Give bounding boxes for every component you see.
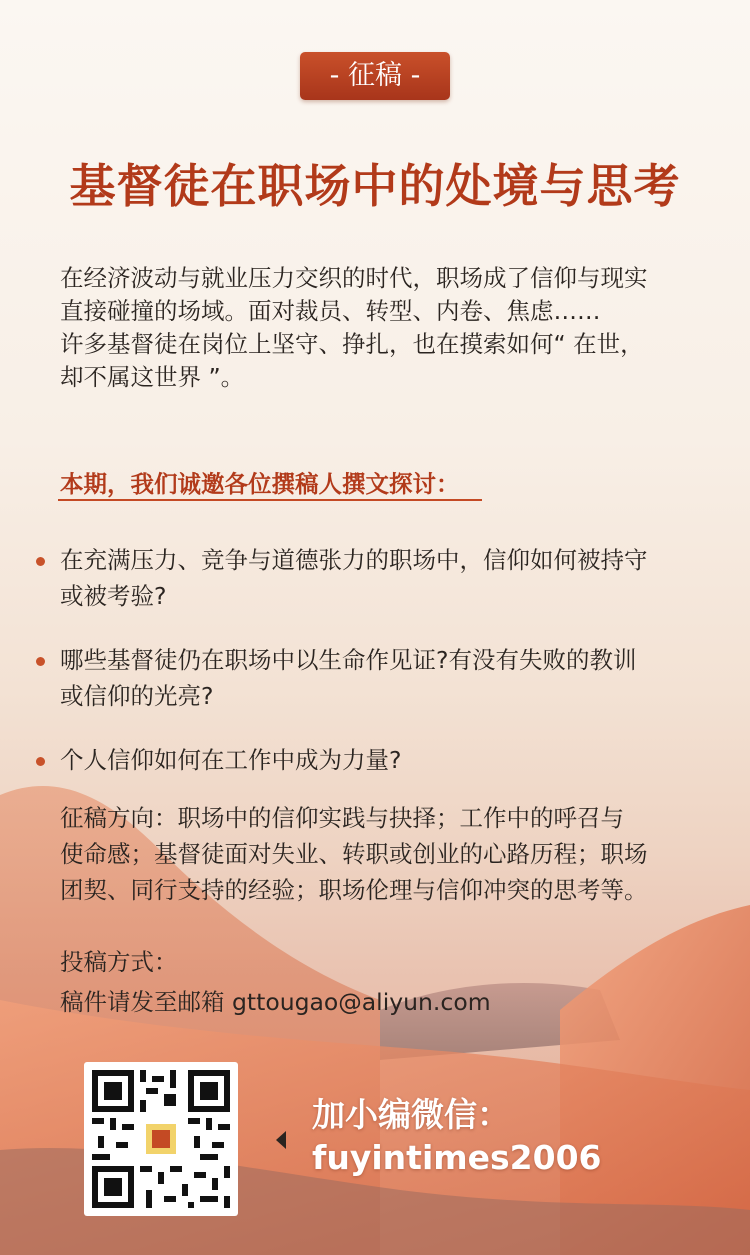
wechat-id[interactable]: fuyintimes2006: [312, 1138, 602, 1177]
direction-line: 团契、同行支持的经验；职场伦理与信仰冲突的思考等。: [60, 876, 648, 904]
list-item-line: 个人信仰如何在工作中成为力量?: [60, 746, 402, 774]
list-item-line: 或被考验?: [60, 582, 167, 610]
invite-heading: 本期，我们诚邀各位撰稿人撰文探讨：: [60, 470, 460, 498]
list-item: [60, 642, 720, 714]
direction-line: 征稿方向：职场中的信仰实践与抉择；工作中的呼召与: [60, 804, 624, 832]
intro-line: 却不属这世界 ”。: [60, 363, 245, 391]
submission-email[interactable]: 稿件请发至邮箱 gttougao@aliyun.com: [60, 988, 491, 1016]
wechat-contact: [312, 1093, 602, 1179]
list-item-line: 在充满压力、竞争与道德张力的职场中，信仰如何被持守: [60, 546, 648, 574]
invite-underline: [58, 499, 482, 501]
qr-code-icon: [92, 1070, 230, 1208]
list-item: [60, 742, 720, 778]
list-item-line: 或信仰的光亮?: [60, 682, 214, 710]
page-title: 基督徒在职场中的处境与思考: [69, 159, 681, 213]
intro-line: 直接碰撞的场域。面对裁员、转型、内卷、焦虑……: [60, 297, 601, 325]
direction-line: 使命感；基督徒面对失业、转职或创业的心路历程；职场: [60, 840, 648, 868]
submission-direction: [60, 800, 720, 908]
intro-line: 许多基督徒在岗位上坚守、挣扎，也在摸索如何“ 在世，: [60, 330, 644, 358]
intro-line: 在经济波动与就业压力交织的时代，职场成了信仰与现实: [60, 264, 648, 292]
list-item: [60, 542, 720, 614]
submission-method: [60, 942, 491, 1022]
list-item-line: 哪些基督徒仍在职场中以生命作见证?有没有失败的教训: [60, 646, 637, 674]
wechat-qr-code[interactable]: [84, 1062, 238, 1216]
topic-list: [60, 542, 720, 806]
bullet-dot-icon: [36, 557, 45, 566]
submission-label: 投稿方式：: [60, 948, 178, 976]
intro-paragraph: [60, 262, 700, 394]
bullet-dot-icon: [36, 657, 45, 666]
call-for-papers-badge: - 征稿 -: [300, 52, 450, 100]
bullet-dot-icon: [36, 757, 45, 766]
wechat-label: 加小编微信：: [312, 1095, 510, 1134]
pointer-arrow-icon: [276, 1131, 286, 1149]
